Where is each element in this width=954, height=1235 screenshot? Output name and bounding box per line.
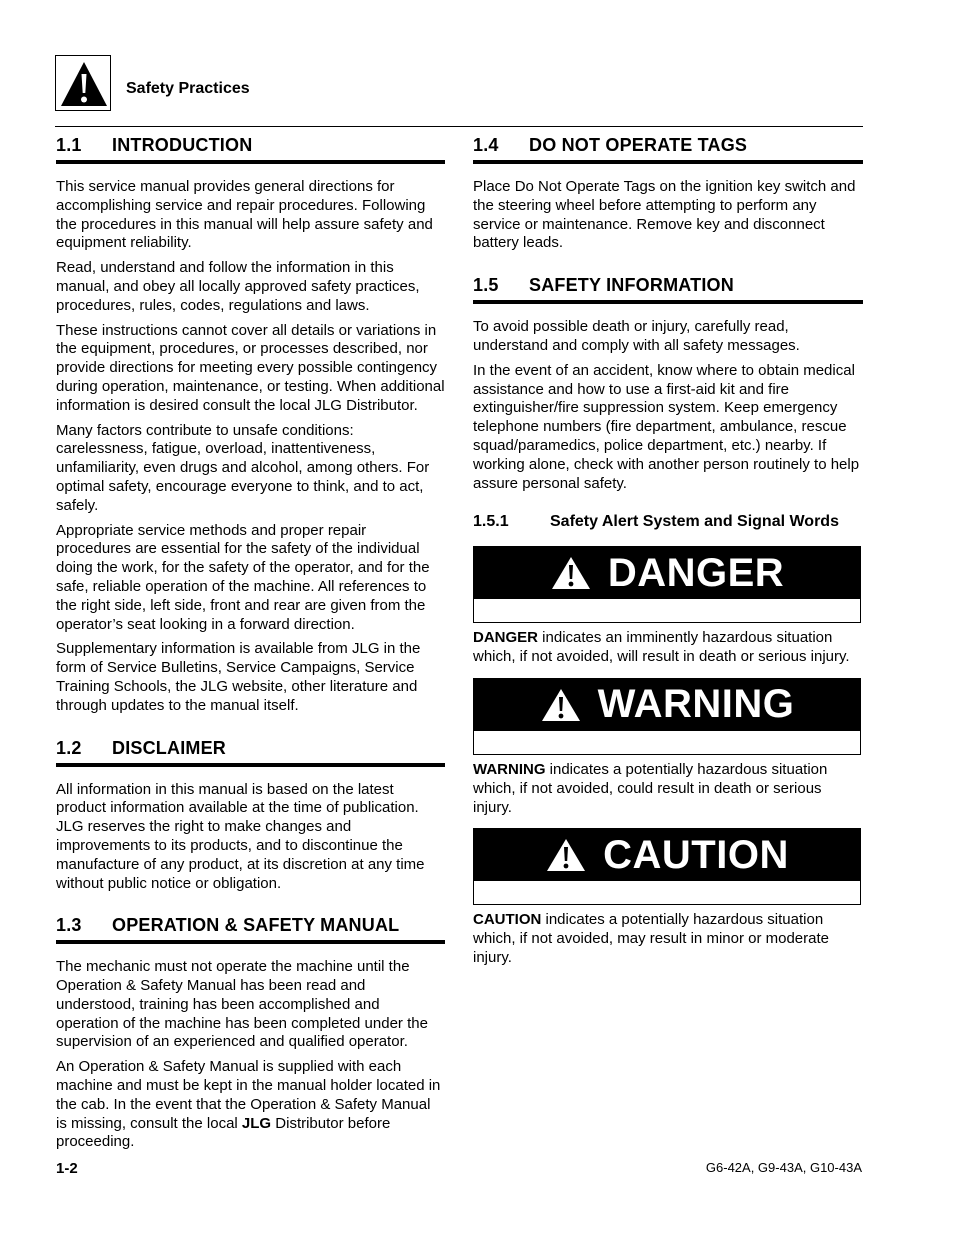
warning-band [474, 679, 860, 731]
header-rule [55, 126, 863, 127]
section-number: 1.5 [473, 275, 499, 296]
signal-word: CAUTION [603, 832, 789, 877]
paragraph: This service manual provides general directions for accomplishing service and repair procedures. Following the procedures in this manual will help assure safety and equipment reliability. [56, 178, 433, 252]
paragraph: The mechanic must not operate the machine until the Operation & Safety Manual has been read and understood, training has been accomplished and operation of the machine has been completed under the supervision of an experienced and qualified operator. [56, 958, 428, 1051]
signal-blank-strip [474, 599, 860, 622]
paragraph: Place Do Not Operate Tags on the ignition key switch and the steering wheel before attempting to perform any service or maintenance. Remove key and disconnect battery leads. [473, 178, 856, 252]
alert-triangle-icon [550, 555, 592, 591]
section-title: DISCLAIMER [112, 737, 226, 758]
paragraph: Many factors contribute to unsafe conditions: carelessness, fatigue, overload, inattentiveness, unfamiliarity, even drugs and alcohol, among others. For optimal safety, encourage everyone to think, and to act, safely. [56, 421, 430, 514]
page-number: 1-2 [56, 1160, 78, 1177]
paragraph: In the event of an accident, know where to obtain medical assistance and how to use a first-aid kit and fire extinguisher/fire suppression system. Keep emergency telephone numbers (fire department, ambulance, rescue squad/paramedics, police department, etc.) nearby. If working alone, check with another person routinely to help assure personal safety. [473, 361, 860, 492]
left-column [56, 134, 445, 1152]
section-heading-introduction [56, 134, 445, 164]
signal-term: WARNING [473, 760, 546, 778]
section-title: DO NOT OPERATE TAGS [529, 135, 748, 155]
signal-blank-strip [474, 731, 860, 754]
section-heading-do-not-operate-tags [473, 134, 863, 164]
section-number: 1.3 [56, 915, 82, 936]
signal-description [473, 911, 863, 967]
warning-signal-box [473, 678, 861, 755]
section-number: 1.4 [473, 135, 499, 155]
paragraph [56, 1058, 445, 1152]
signal-description [473, 629, 863, 667]
signal-term: DANGER [473, 629, 539, 647]
section-title: INTRODUCTION [112, 135, 253, 155]
section-heading-operation-safety-manual [56, 914, 445, 944]
paragraph: Read, understand and follow the information in this manual, and obey all locally approved safety practices, procedures, rules, codes, regulations and laws. [56, 259, 420, 314]
right-column [473, 134, 863, 968]
header-title: Safety Practices [126, 80, 250, 97]
paragraph: Supplementary information is available from JLG in the form of Service Bulletins, Service Campaigns, Service Training Schools, the JLG website, other literature and through updates to the manual itself. [56, 640, 421, 714]
signal-term: CAUTION [473, 911, 542, 929]
header-warning-box [55, 55, 111, 111]
paragraph: All information in this manual is based on the latest product information available at the time of publication. JLG reserves the right to make changes and improvements to its products, and to discontinue the manufacture of any product, at its discretion at any time without public notice or obligation. [56, 780, 425, 892]
paragraph: These instructions cannot cover all details or variations in the equipment, procedures, or processes described, nor provide directions for meeting every possible contingency during operation, maintenance, or testing. When additional information is desired consult the local JLG Distributor. [56, 321, 445, 414]
section-title: SAFETY INFORMATION [529, 275, 734, 296]
signal-word: WARNING [597, 682, 795, 727]
signal-description [473, 761, 863, 817]
signal-blank-strip [474, 881, 860, 904]
model-numbers: G6-42A, G9-43A, G10-43A [705, 1160, 862, 1175]
subsection-heading-safety-alert-system [473, 512, 863, 532]
alert-triangle-icon [540, 687, 582, 723]
section-title: OPERATION & SAFETY MANUAL [112, 915, 400, 936]
caution-band [474, 829, 860, 881]
subsection-title: Safety Alert System and Signal Words [550, 513, 839, 531]
signal-text: indicates a potentially hazardous situation which, if not avoided, could result in death or serious injury. [473, 760, 828, 816]
danger-signal-box [473, 546, 861, 623]
brand-name: JLG [241, 1114, 272, 1132]
subsection-number: 1.5.1 [473, 513, 509, 531]
alert-triangle-icon [545, 837, 587, 873]
paragraph: Appropriate service methods and proper repair procedures are essential for the safety of the individual doing the work, for the safety of the operator, and for the safe, reliable operation of the machine. All references to the right side, left side, front and rear are given from the operator’s seat looking in a forward direction. [56, 521, 430, 633]
warning-triangle-icon [59, 60, 109, 108]
signal-word: DANGER [607, 550, 785, 595]
paragraph-text: Distributor before proceeding. [56, 1114, 391, 1151]
section-heading-disclaimer [56, 737, 445, 767]
section-heading-safety-information [473, 274, 863, 304]
danger-band [474, 547, 860, 599]
signal-text: indicates a potentially hazardous situation which, if not avoided, may result in minor or moderate injury. [473, 911, 829, 966]
signal-text: indicates an imminently hazardous situation which, if not avoided, will result in death or serious injury. [473, 629, 850, 666]
paragraph-text: An Operation & Safety Manual is supplied with each machine and must be kept in the manual holder located in the cab. In the event that the Operation & Safety Manual is missing, consult the local [56, 1058, 441, 1132]
section-number: 1.1 [56, 135, 82, 155]
section-number: 1.2 [56, 737, 82, 758]
caution-signal-box [473, 828, 861, 905]
paragraph: To avoid possible death or injury, carefully read, understand and comply with all safety messages. [473, 318, 800, 354]
